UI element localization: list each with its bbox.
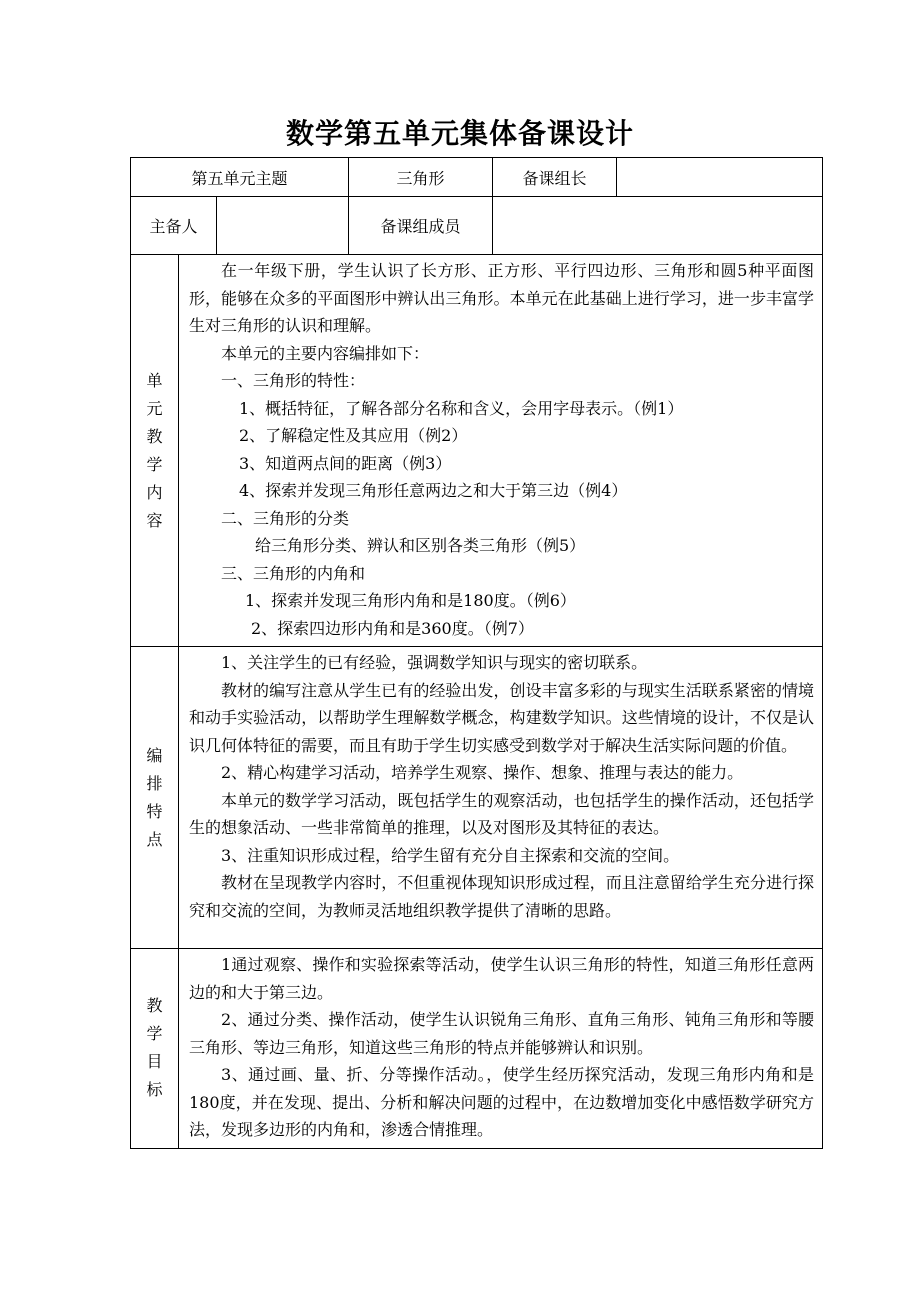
objectives-row xyxy=(131,949,823,1149)
content-paragraph: 一、三角形的特性： xyxy=(221,371,366,390)
content-paragraph: 三、三角形的内角和 xyxy=(221,563,366,583)
content-paragraph: 在一年级下册，学生认识了长方形、正方形、平行四边形、三角形和圆5种平面图形，能够在众多的平面图形中辨认出三角形。本单元在此基础上进行学习，进一步丰富学生对三角形的认识和理解。 xyxy=(189,261,815,335)
unit-theme-label: 第五单元主题 xyxy=(131,158,349,197)
unit-content-body xyxy=(179,255,823,647)
features-paragraph: 2、精心构建学习活动，培养学生观察、操作、想象、推理与表达的能力。 xyxy=(221,763,744,782)
features-paragraph: 3、注重知识形成过程，给学生留有充分自主探索和交流的空间。 xyxy=(221,845,680,865)
objectives-paragraph: 1通过观察、操作和实验探索等活动，使学生认识三角形的特性，知道三角形任意两边的和大于第三边。 xyxy=(189,955,815,1002)
features-paragraph: 本单元的数学学习活动，既包括学生的观察活动，也包括学生的操作活动，还包括学生的想象活动、一些非常简单的推理，以及对图形及其特征的表达。 xyxy=(189,790,815,837)
content-paragraph: 2、探索四边形内角和是360度。（例7） xyxy=(251,618,534,638)
features-paragraph: 1、关注学生的已有经验，强调数学知识与现实的密切联系。 xyxy=(221,653,648,672)
objectives-label: 教 学 目 标 xyxy=(131,949,179,1149)
unit-content-label: 单 元 教 学 内 容 xyxy=(131,255,179,647)
content-paragraph: 二、三角形的分类 xyxy=(221,508,350,528)
header-row-2 xyxy=(131,197,823,255)
objectives-paragraph: 3、通过画、量、折、分等操作活动。，使学生经历探究活动，发现三角形内角和是180度，并在发现、提出、分析和解决问题的过程中，在边数增加变化中感悟数学研究方法，发现多边形的内角和，渗透合情推理。 xyxy=(189,1065,815,1139)
content-paragraph: 1、探索并发现三角形内角和是180度。（例6） xyxy=(245,591,576,610)
features-paragraph: 教材在呈现教学内容时，不但重视体现知识形成过程，而且注意留给学生充分进行探究和交流的空间，为教师灵活地组织教学提供了清晰的思路。 xyxy=(189,873,815,920)
features-paragraph: 教材的编写注意从学生已有的经验出发，创设丰富多彩的与现实生活联系紧密的情境和动手实验活动，以帮助学生理解数学概念，构建数学知识。这些情境的设计，不仅是认识几何体特征的需要，而且有助于学生切实感受到数学对于解决生活实际问题的价值。 xyxy=(189,680,815,755)
group-leader-label: 备课组长 xyxy=(493,158,617,197)
content-paragraph: 本单元的主要内容编排如下： xyxy=(221,343,430,363)
content-paragraph: 4、探索并发现三角形任意两边之和大于第三边（例4） xyxy=(239,481,628,500)
features-label: 编 排 特 点 xyxy=(131,647,179,949)
content-paragraph: 1、概括特征，了解各部分名称和含义，会用字母表示。（例1） xyxy=(239,398,684,418)
objectives-body xyxy=(179,949,823,1149)
page-title: 数学第五单元集体备课设计 xyxy=(285,117,634,150)
group-members-label: 备课组成员 xyxy=(349,197,493,255)
group-leader-value xyxy=(617,158,823,197)
header-row-1 xyxy=(131,158,823,197)
content-paragraph: 给三角形分类、辨认和区别各类三角形（例5） xyxy=(255,536,586,555)
main-preparer-label: 主备人 xyxy=(131,197,217,255)
content-paragraph: 2、了解稳定性及其应用（例2） xyxy=(239,426,468,445)
unit-theme-value: 三角形 xyxy=(349,158,493,197)
objectives-paragraph: 2、通过分类、操作活动，使学生认识锐角三角形、直角三角形、钝角三角形和等腰三角形、等边三角形，知道这些三角形的特点并能够辨认和识别。 xyxy=(189,1010,815,1057)
lesson-plan-table xyxy=(130,157,823,1149)
unit-content-row xyxy=(131,255,823,647)
features-row xyxy=(131,647,823,949)
group-members-value xyxy=(493,197,823,255)
main-preparer-value xyxy=(217,197,349,255)
features-body xyxy=(179,647,823,949)
content-paragraph: 3、知道两点间的距离（例3） xyxy=(239,453,452,473)
